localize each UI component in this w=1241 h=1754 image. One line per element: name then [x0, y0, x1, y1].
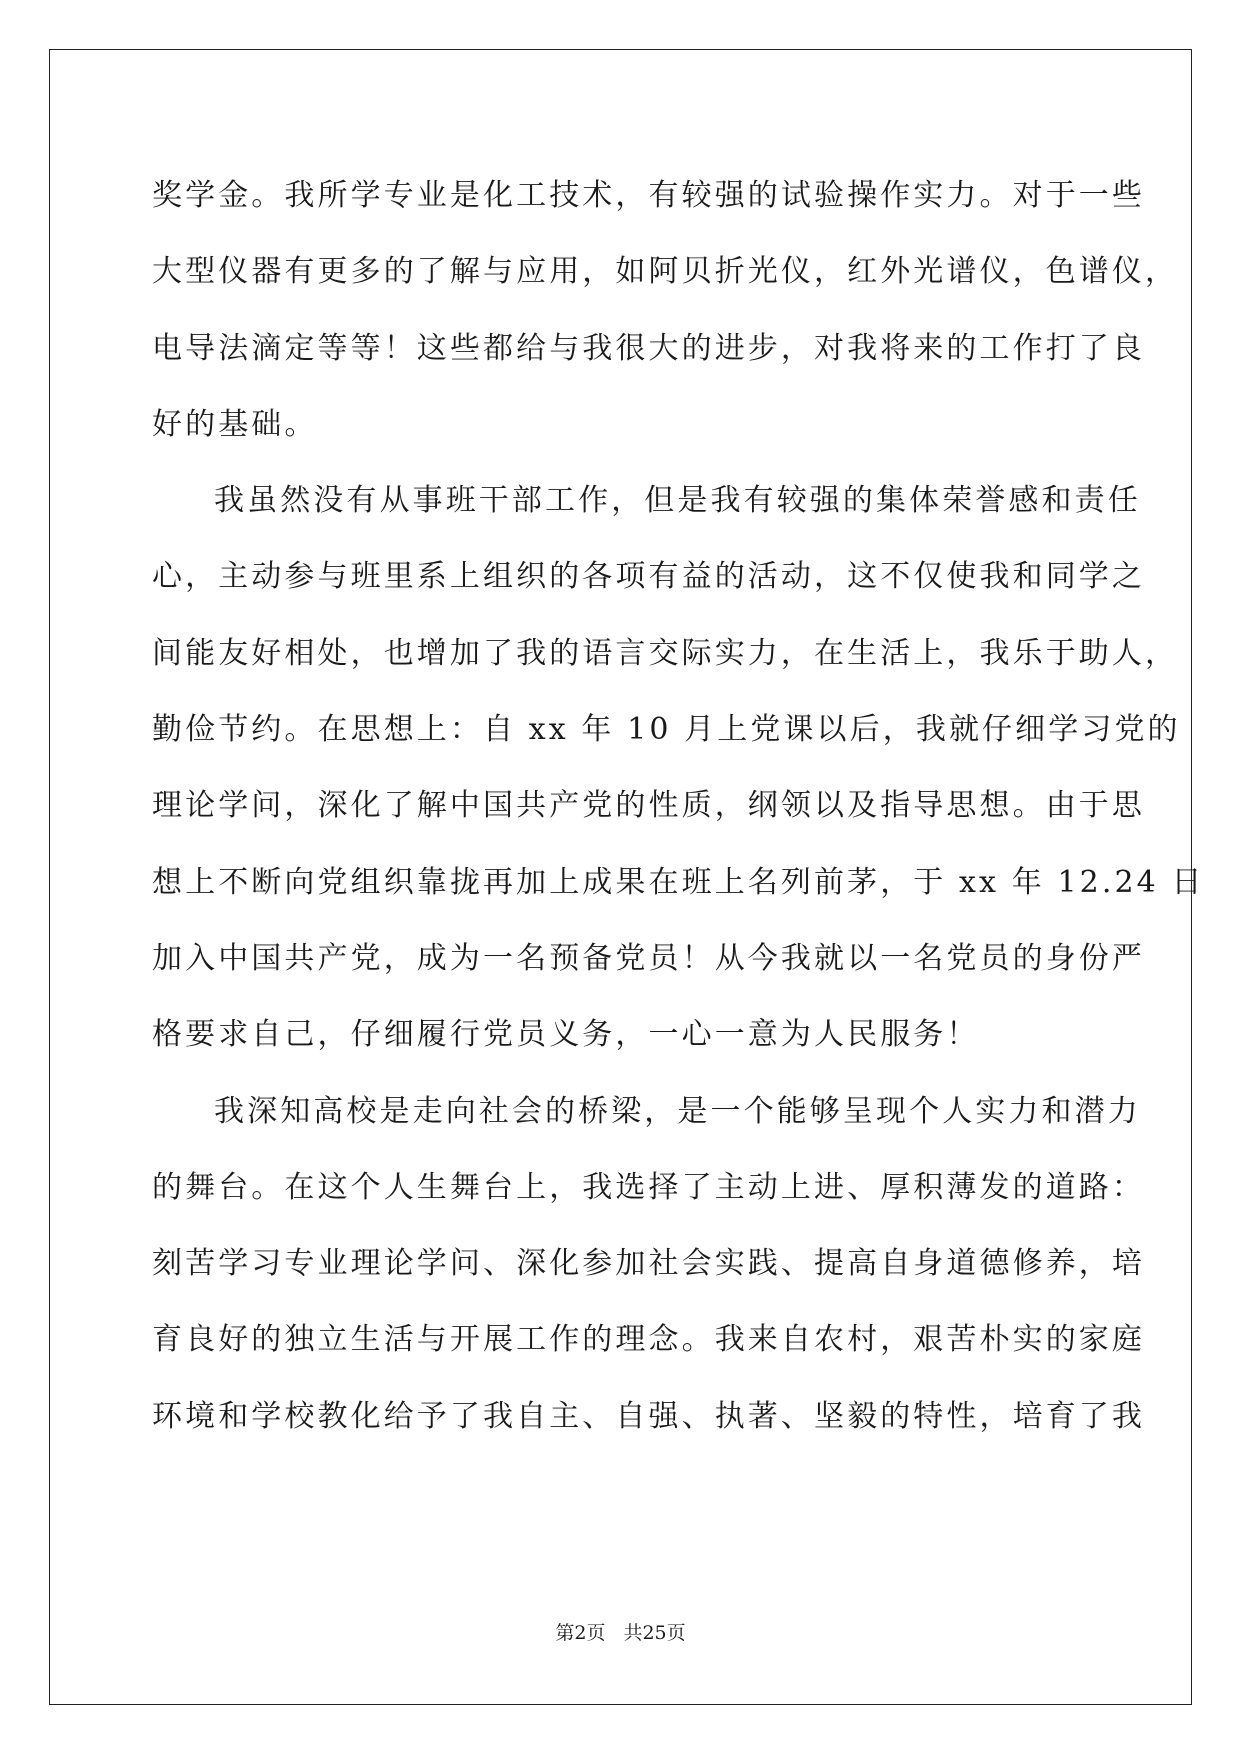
text-line: 加入中国共产党，成为一名预备党员！从今我就以一名党员的身份严 — [152, 940, 1145, 976]
text-line: 心，主动参与班里系上组织的各项有益的活动，这不仅使我和同学之 — [152, 559, 1145, 595]
page-total: 共25页 — [623, 1622, 686, 1644]
text-line: 好的基础。 — [152, 406, 318, 442]
text-line: 育良好的独立生活与开展工作的理念。我来自农村，艰苦朴实的家庭 — [152, 1322, 1145, 1358]
page-footer — [0, 1618, 1241, 1645]
text-line: 想上不断向党组织靠拢再加上成果在班上名列前茅，于 xx 年 12.24 日 — [152, 864, 1205, 900]
text-line: 刻苦学习专业理论学问、深化参加社会实践、提高自身道德修养，培 — [152, 1246, 1145, 1282]
paragraph-start-line: 我虽然没有从事班干部工作，但是我有较强的集体荣誉感和责任 — [214, 483, 1141, 519]
document-body — [152, 158, 1205, 1455]
text-line: 格要求自己，仔细履行党员义务，一心一意为人民服务！ — [152, 1017, 980, 1053]
text-line: 的舞台。在这个人生舞台上，我选择了主动上进、厚积薄发的道路： — [152, 1169, 1145, 1205]
text-line: 勤俭节约。在思想上：自 xx 年 10 月上党课以后，我就仔细学习党的 — [152, 712, 1181, 748]
paragraph-start-line: 我深知高校是走向社会的桥梁，是一个能够呈现个人实力和潜力 — [214, 1093, 1141, 1129]
text-line: 理论学问，深化了解中国共产党的性质，纲领以及指导思想。由于思 — [152, 788, 1145, 824]
text-line: 电导法滴定等等！这些都给与我很大的进步，对我将来的工作打了良 — [152, 330, 1145, 366]
text-line: 奖学金。我所学专业是化工技术，有较强的试验操作实力。对于一些 — [152, 178, 1145, 213]
text-line: 环境和学校教化给予了我自主、自强、执著、坚毅的特性，培育了我 — [152, 1398, 1145, 1434]
text-line: 间能友好相处，也增加了我的语言交际实力，在生活上，我乐于助人， — [152, 635, 1179, 671]
page-number: 第2页 — [555, 1622, 606, 1644]
text-line: 大型仪器有更多的了解与应用，如阿贝折光仪，红外光谱仪，色谱仪， — [152, 254, 1179, 290]
